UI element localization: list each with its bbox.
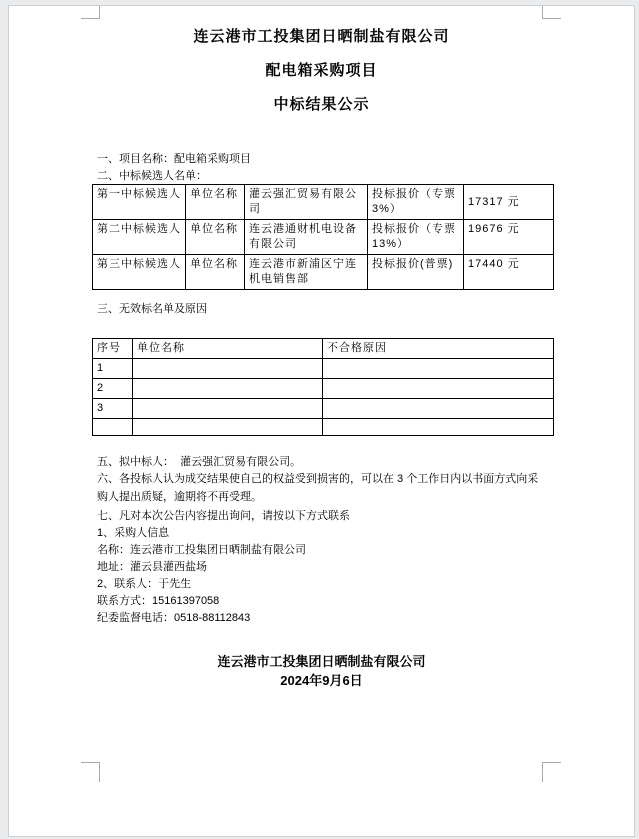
title-announcement: 中标结果公示 bbox=[273, 96, 370, 113]
invalid-bids-table bbox=[92, 338, 554, 436]
table-row bbox=[93, 359, 554, 379]
cell-index: 1 bbox=[93, 359, 133, 379]
text-boundary-mark-top-left bbox=[81, 6, 100, 19]
cell-reason bbox=[323, 359, 554, 379]
quote-price: 17440 元 bbox=[464, 255, 554, 290]
table-row bbox=[93, 185, 554, 220]
section-objection: 六、各投标人认为成交结果使自己的权益受到损害的，可以在 3 个工作日内以书面方式向采购人提出质疑，逾期将不再受理。 bbox=[97, 473, 539, 503]
cell-index: 2 bbox=[93, 379, 133, 399]
table-row bbox=[93, 220, 554, 255]
quote-price: 17317 元 bbox=[464, 185, 554, 220]
text-boundary-mark-bottom-left bbox=[81, 762, 100, 782]
document-page bbox=[8, 5, 635, 837]
unit-label: 单位名称 bbox=[186, 185, 245, 220]
header-index: 序号 bbox=[93, 339, 133, 359]
table-row bbox=[93, 399, 554, 419]
table-header-row bbox=[93, 339, 554, 359]
unit-label: 单位名称 bbox=[186, 255, 245, 290]
footer-company: 连云港市工投集团日晒制盐有限公司 bbox=[217, 654, 426, 669]
candidate-rank: 第二中标候选人 bbox=[93, 220, 186, 255]
quote-price: 19676 元 bbox=[464, 220, 554, 255]
section-winner: 五、拟中标人： 灌云强汇贸易有限公司。 bbox=[97, 456, 302, 468]
table-row bbox=[93, 419, 554, 436]
section-invalid-heading: 三、无效标名单及原因 bbox=[97, 303, 207, 315]
section-project-name: 一、项目名称：配电箱采购项目 bbox=[97, 153, 251, 165]
quote-label: 投标报价（专票13%） bbox=[368, 220, 464, 255]
text-boundary-mark-top-right bbox=[542, 6, 561, 19]
section-candidates-heading: 二、中标候选人名单： bbox=[97, 170, 207, 182]
candidate-rank: 第一中标候选人 bbox=[93, 185, 186, 220]
quote-label: 投标报价(普票) bbox=[368, 255, 464, 290]
title-project-name: 配电箱采购项目 bbox=[265, 62, 378, 79]
cell-reason bbox=[323, 379, 554, 399]
candidate-company: 连云港市新浦区宁连机电销售部 bbox=[245, 255, 368, 290]
cell-reason bbox=[323, 399, 554, 419]
title-company-name: 连云港市工投集团日晒制盐有限公司 bbox=[193, 28, 450, 45]
cell-index bbox=[93, 419, 133, 436]
cell-index: 3 bbox=[93, 399, 133, 419]
contact-discipline-phone: 纪委监督电话：0518-88112843 bbox=[97, 612, 251, 624]
cell-unit bbox=[133, 379, 323, 399]
cell-unit bbox=[133, 359, 323, 379]
contact-name: 名称：连云港市工投集团日晒制盐有限公司 bbox=[97, 544, 306, 556]
cell-unit bbox=[133, 399, 323, 419]
candidates-table bbox=[92, 184, 554, 290]
contact-address: 地址：灌云县灌西盐场 bbox=[97, 561, 207, 573]
cell-unit bbox=[133, 419, 323, 436]
header-unit: 单位名称 bbox=[133, 339, 323, 359]
candidate-rank: 第三中标候选人 bbox=[93, 255, 186, 290]
cell-reason bbox=[323, 419, 554, 436]
contact-purchaser-heading: 1、采购人信息 bbox=[97, 527, 170, 539]
contact-person: 2、联系人：于先生 bbox=[97, 578, 192, 590]
unit-label: 单位名称 bbox=[186, 220, 245, 255]
header-reason: 不合格原因 bbox=[323, 339, 554, 359]
table-row bbox=[93, 379, 554, 399]
quote-label: 投标报价（专票3%） bbox=[368, 185, 464, 220]
section-inquiry: 七、凡对本次公告内容提出询问，请按以下方式联系 bbox=[97, 510, 350, 522]
candidate-company: 灌云强汇贸易有限公司 bbox=[245, 185, 368, 220]
text-boundary-mark-bottom-right bbox=[542, 762, 561, 782]
candidate-company: 连云港通财机电设备有限公司 bbox=[245, 220, 368, 255]
contact-phone: 联系方式：15161397058 bbox=[97, 595, 220, 607]
table-row bbox=[93, 255, 554, 290]
footer-date: 2024年9月6日 bbox=[280, 673, 363, 688]
